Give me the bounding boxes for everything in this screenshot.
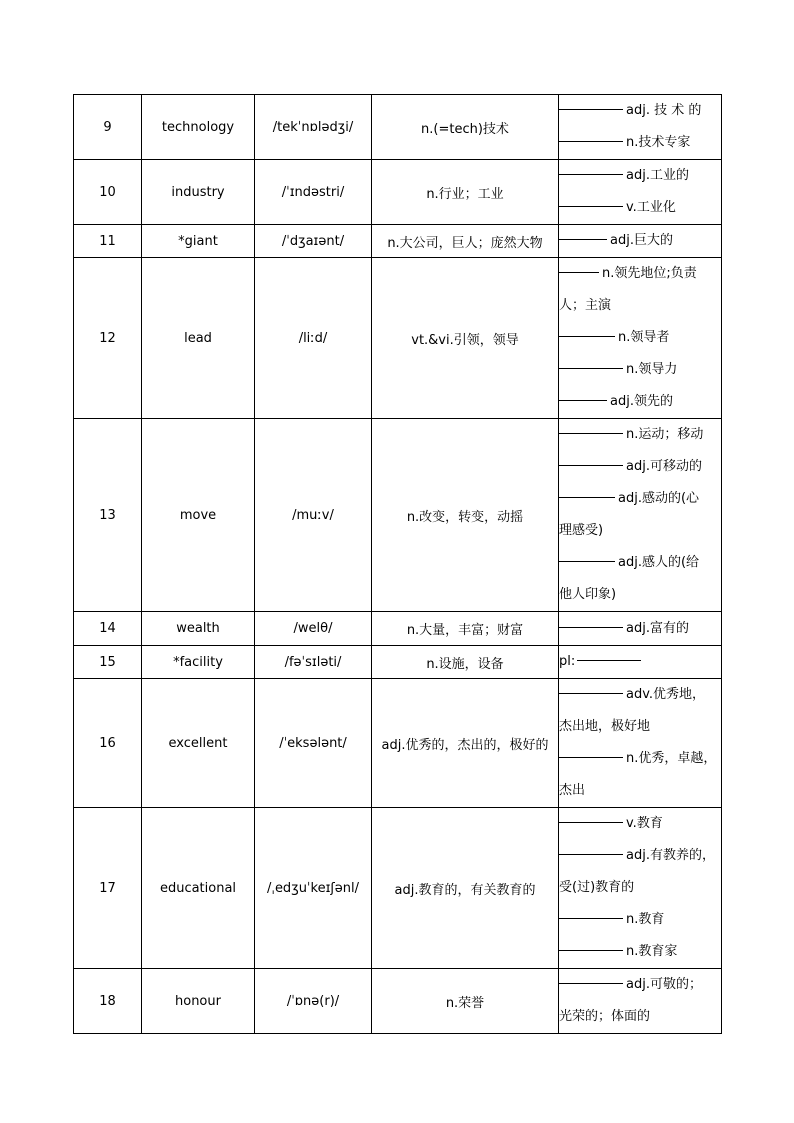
derivative-hint-continued: 杰出 [559,783,586,798]
answer-blank[interactable] [559,464,623,466]
table-row [74,646,722,679]
answer-blank[interactable] [559,496,615,498]
derivative-line [559,192,721,224]
derivative-hint: n.教育家 [626,944,678,959]
derivative-line [559,840,721,872]
plural-label: pl: [559,654,576,669]
derivative-hint: n.优秀，卓越， [626,751,717,766]
meaning-cell: n.改变，转变，动摇 [372,419,559,612]
table-row [74,808,722,969]
meaning-cell: n.大公司，巨人；庞然大物 [372,225,559,258]
derivative-hint: adj.领先的 [610,394,673,409]
derivative-hint: n.运动；移动 [626,427,704,442]
derivative-hint-continued: 人；主演 [559,298,612,313]
table-row [74,160,722,225]
derivative-line [559,451,721,483]
row-number: 13 [74,419,142,612]
derivative-line [559,743,721,775]
meaning-cell: adj.优秀的，杰出的，极好的 [372,679,559,808]
pronunciation-cell: /ˈɪndəstri/ [255,160,372,225]
derivatives-cell [559,646,722,679]
answer-blank[interactable] [559,108,623,110]
row-number: 18 [74,969,142,1034]
meaning-cell: n.(=tech)技术 [372,95,559,160]
table-row [74,225,722,258]
word-cell: honour [142,969,255,1034]
derivatives-cell [559,969,722,1034]
pronunciation-cell: /ˈɒnə(r)/ [255,969,372,1034]
derivative-line [559,225,721,257]
pronunciation-cell: /fəˈsɪləti/ [255,646,372,679]
derivative-hint-continued: 杰出地，极好地 [559,719,651,734]
derivative-hint: adv.优秀地， [626,687,706,702]
row-number: 11 [74,225,142,258]
derivative-hint: adj. 技 术 的 [626,103,702,118]
word-cell: wealth [142,612,255,646]
derivative-hint: adj.可移动的 [626,459,702,474]
table-row [74,258,722,419]
derivative-hint: n.教育 [626,912,665,927]
meaning-cell: adj.教育的，有关教育的 [372,808,559,969]
row-number: 12 [74,258,142,419]
answer-blank[interactable] [559,238,607,240]
derivative-line [559,386,721,418]
word-cell: *giant [142,225,255,258]
table-row [74,419,722,612]
row-number: 10 [74,160,142,225]
pronunciation-cell: /ˈeksələnt/ [255,679,372,808]
derivative-line [559,354,721,386]
answer-blank[interactable] [559,917,623,919]
derivative-line [559,646,721,678]
answer-blank[interactable] [559,821,623,823]
table-row [74,969,722,1034]
answer-blank[interactable] [559,140,623,142]
table-row [74,679,722,808]
derivative-hint: n.领导者 [618,330,670,345]
derivatives-cell [559,808,722,969]
table-row [74,95,722,160]
derivative-line [559,808,721,840]
derivative-hint: n.领先地位;负责 [602,266,697,281]
table-row [74,612,722,646]
word-cell: *facility [142,646,255,679]
derivative-hint: adj.感动的(心 [618,491,700,506]
answer-blank[interactable] [559,853,623,855]
meaning-cell: n.设施，设备 [372,646,559,679]
derivative-hint: v.工业化 [626,200,676,215]
pronunciation-cell: /muːv/ [255,419,372,612]
derivative-line [559,258,721,290]
derivative-hint: adj.巨大的 [610,233,673,248]
answer-blank[interactable] [559,756,623,758]
derivative-line [559,613,721,645]
derivatives-cell [559,160,722,225]
meaning-cell: vt.&vi.引领，领导 [372,258,559,419]
derivative-line [559,547,721,579]
derivatives-cell [559,419,722,612]
answer-blank[interactable] [559,271,599,273]
pronunciation-cell: /welθ/ [255,612,372,646]
meaning-cell: n.行业；工业 [372,160,559,225]
answer-blank[interactable] [559,399,607,401]
answer-blank[interactable] [559,205,623,207]
derivative-line [559,95,721,127]
derivative-hint: adj.可敬的； [626,977,702,992]
derivative-hint: adj.工业的 [626,168,689,183]
derivatives-cell [559,95,722,160]
derivatives-cell [559,258,722,419]
answer-blank[interactable] [559,626,623,628]
derivative-hint: adj.富有的 [626,620,689,636]
meaning-cell: n.荣誉 [372,969,559,1034]
pronunciation-cell: /liːd/ [255,258,372,419]
derivative-hint-continued: 光荣的；体面的 [559,1009,651,1024]
derivative-line [559,127,721,159]
derivative-hint-continued: 理感受) [559,523,604,538]
row-number: 14 [74,612,142,646]
row-number: 15 [74,646,142,679]
derivatives-cell [559,225,722,258]
answer-blank[interactable] [559,692,623,694]
derivative-hint: adj.有教养的， [626,848,715,863]
answer-blank[interactable] [559,335,615,337]
answer-blank[interactable] [559,173,623,175]
word-cell: technology [142,95,255,160]
derivatives-cell [559,612,722,646]
derivative-hint-continued: 受(过)教育的 [559,880,635,895]
derivative-line [559,904,721,936]
meaning-cell: n.大量，丰富；财富 [372,612,559,646]
word-cell: industry [142,160,255,225]
word-cell: move [142,419,255,612]
pronunciation-cell: /tekˈnɒlədʒi/ [255,95,372,160]
derivative-hint: v.教育 [626,816,663,831]
derivative-line [559,419,721,451]
row-number: 16 [74,679,142,808]
pronunciation-cell: /ˌedʒuˈkeɪʃənl/ [255,808,372,969]
pronunciation-cell: /ˈdʒaɪənt/ [255,225,372,258]
row-number: 9 [74,95,142,160]
word-cell: excellent [142,679,255,808]
derivative-hint: n.领导力 [626,362,678,377]
word-cell: educational [142,808,255,969]
derivative-line [559,969,721,1001]
answer-blank[interactable] [559,367,623,369]
answer-blank[interactable] [559,982,623,984]
row-number: 17 [74,808,142,969]
derivative-hint: n.技术专家 [626,135,691,150]
vocab-table-body [74,95,722,1034]
derivatives-cell [559,679,722,808]
derivative-line [559,322,721,354]
word-cell: lead [142,258,255,419]
derivative-line [559,936,721,968]
answer-blank[interactable] [577,659,641,661]
derivative-hint-continued: 他人印象) [559,587,617,602]
derivative-line [559,160,721,192]
answer-blank[interactable] [559,560,615,562]
derivative-hint: adj.感人的(给 [618,555,700,570]
answer-blank[interactable] [559,949,623,951]
vocab-table [73,94,722,1034]
answer-blank[interactable] [559,432,623,434]
derivative-line [559,483,721,515]
derivative-line [559,679,721,711]
